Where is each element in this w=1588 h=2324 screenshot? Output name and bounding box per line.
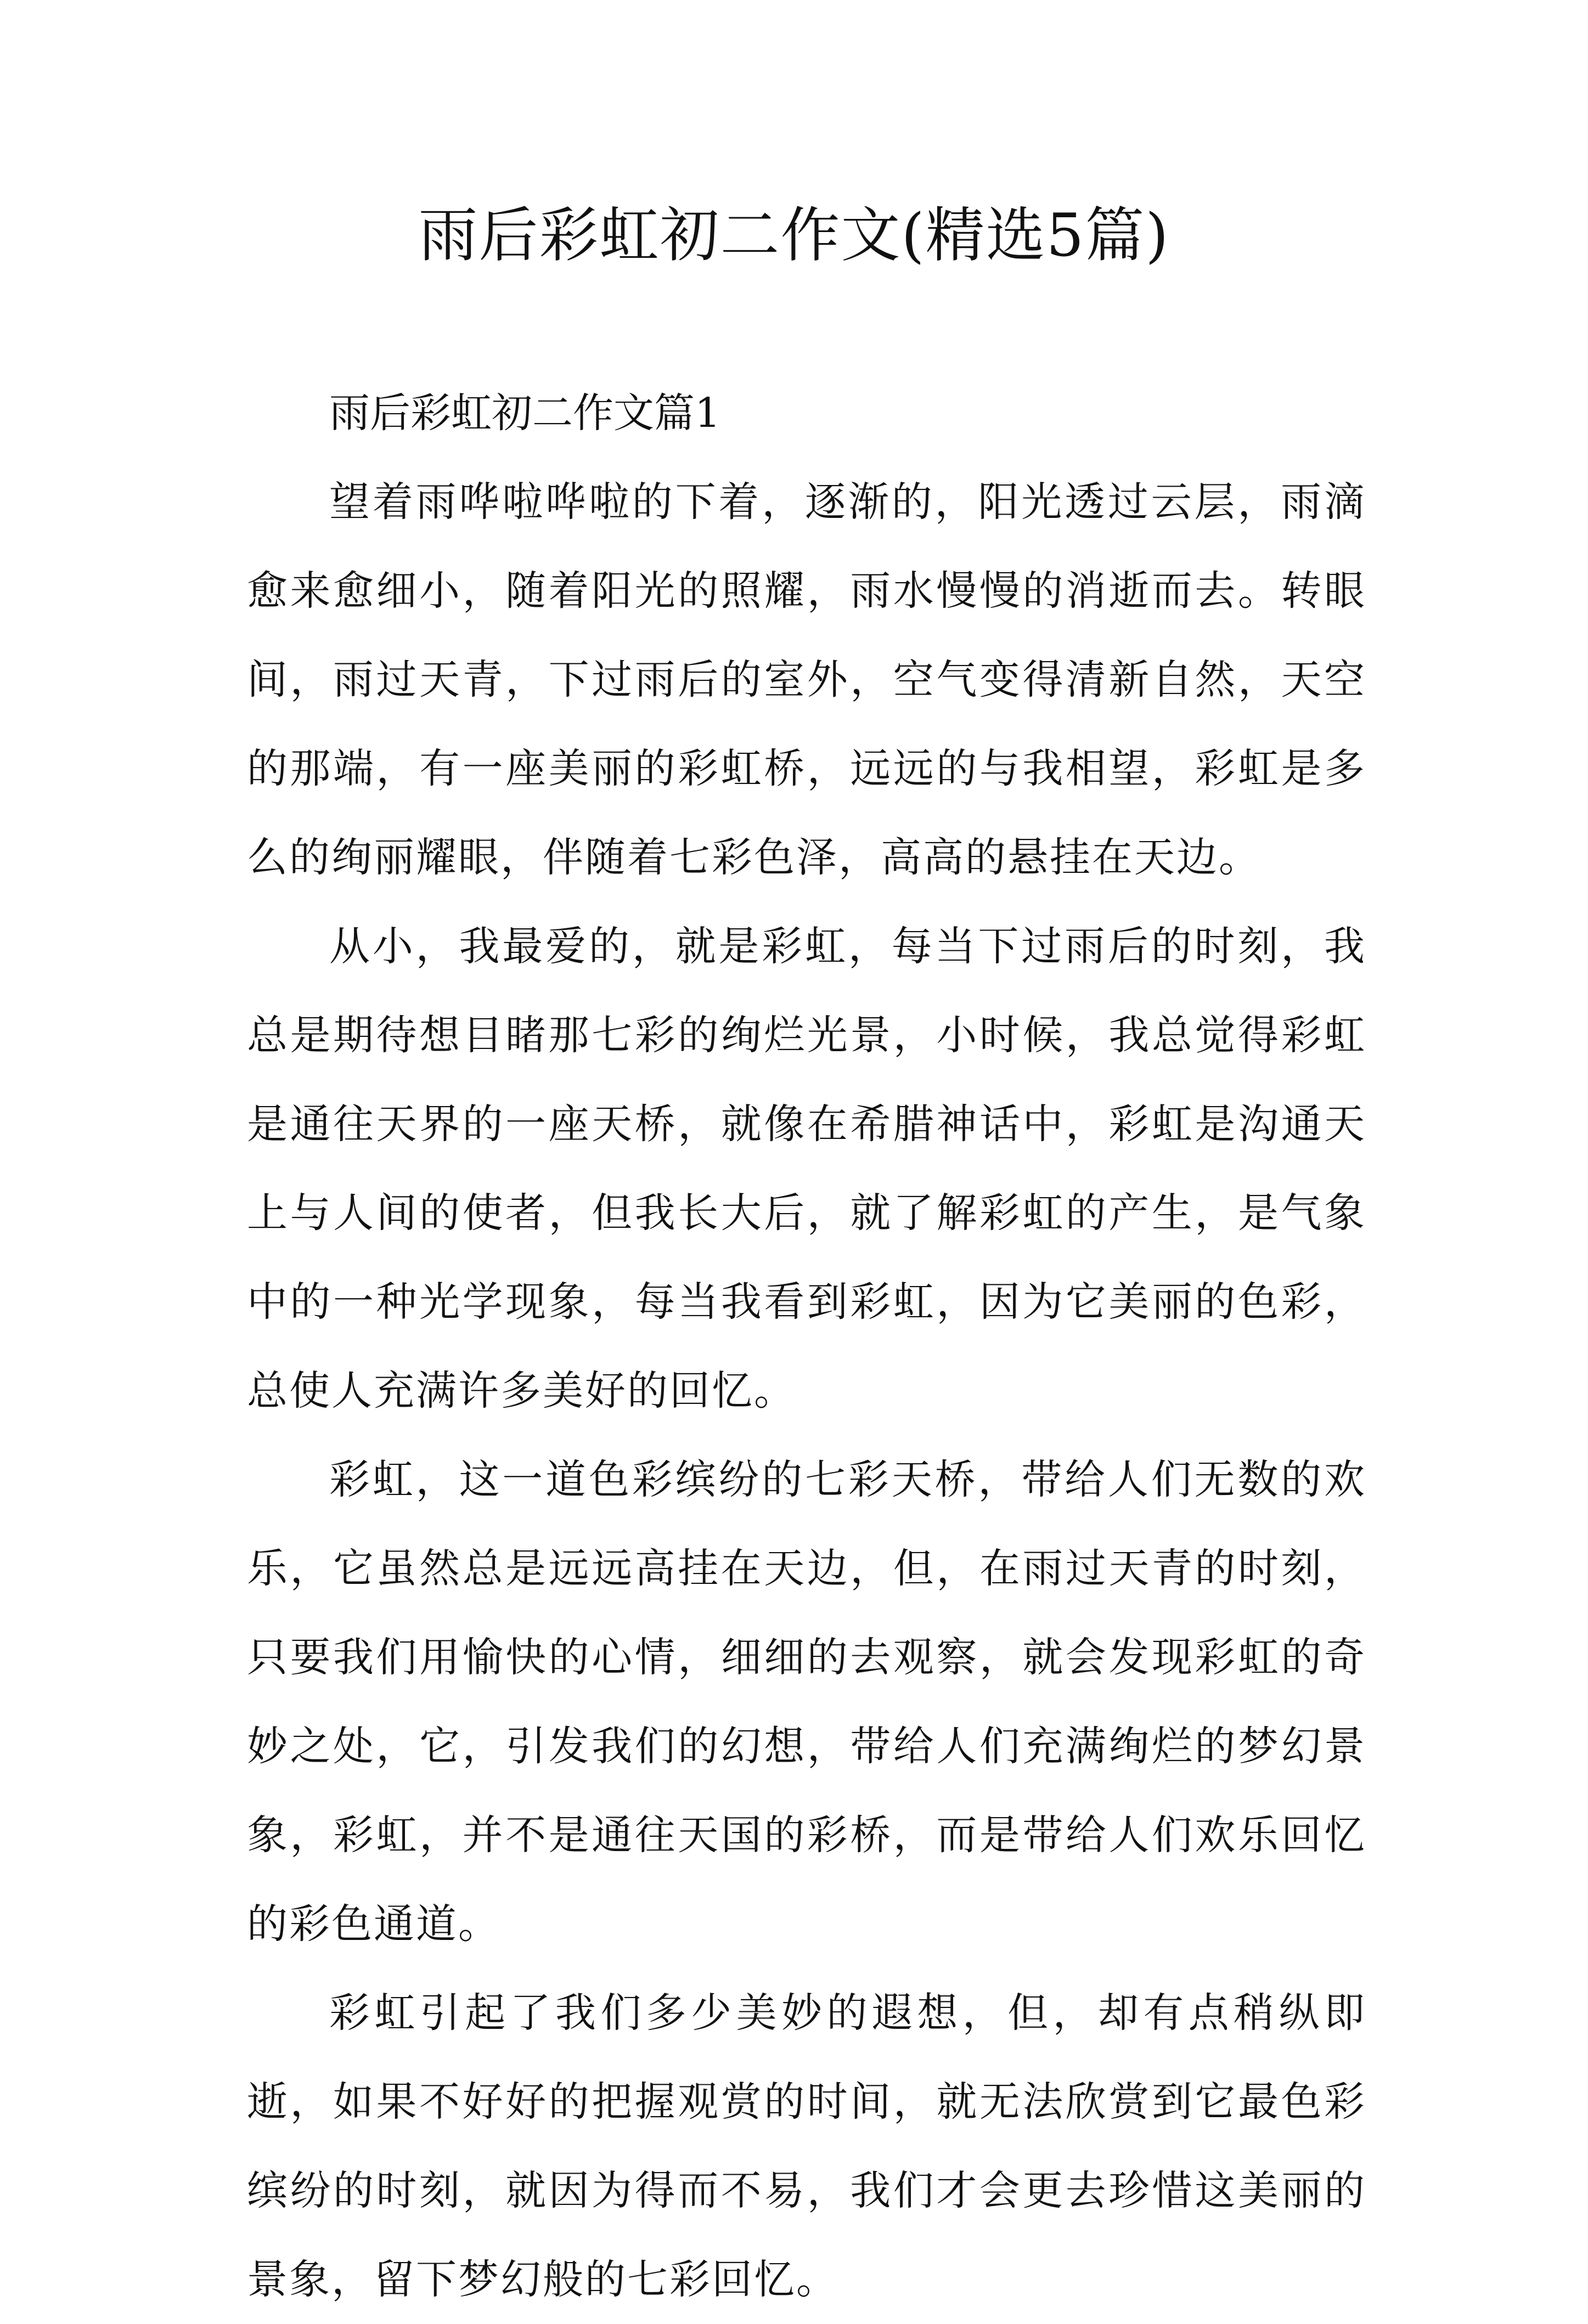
paragraph-4: 彩虹引起了我们多少美妙的遐想，但，却有点稍纵即逝，如果不好好的把握观赏的时间，就无法欣赏到它最色彩缤纷的时刻，就因为得而不易，我们才会更去珍惜这美丽的景象，留下梦幻般的七彩回忆。	[247, 1989, 1366, 2303]
paragraph-1: 望着雨哗啦哗啦的下着，逐渐的，阳光透过云层，雨滴愈来愈细小，随着阳光的照耀，雨水慢慢的消逝而去。转眼间，雨过天青，下过雨后的室外，空气变得清新自然，天空的那端，有一座美丽的彩虹桥，远远的与我相望，彩虹是多么的绚丽耀眼，伴随着七彩色泽，高高的悬挂在天边。	[247, 478, 1366, 881]
paragraph-2: 从小，我最爱的，就是彩虹，每当下过雨后的时刻，我总是期待想目睹那七彩的绚烂光景，小时候，我总觉得彩虹是通往天界的一座天桥，就像在希腊神话中，彩虹是沟通天上与人间的使者，但我长大后，就了解彩虹的产生，是气象中的一种光学现象，每当我看到彩虹，因为它美丽的色彩，总使人充满许多美好的回忆。	[247, 923, 1366, 1414]
document-title: 雨后彩虹初二作文(精选5篇)	[418, 201, 1170, 270]
section-heading: 雨后彩虹初二作文篇1	[329, 390, 721, 437]
document-body	[247, 369, 1366, 2324]
paragraph-3: 彩虹，这一道色彩缤纷的七彩天桥，带给人们无数的欢乐，它虽然总是远远高挂在天边，但，在雨过天青的时刻，只要我们用愉快的心情，细细的去观察，就会发现彩虹的奇妙之处，它，引发我们的幻想，带给人们充满绚烂的梦幻景象，彩虹，并不是通往天国的彩桥，而是带给人们欢乐回忆的彩色通道。	[247, 1456, 1366, 1948]
